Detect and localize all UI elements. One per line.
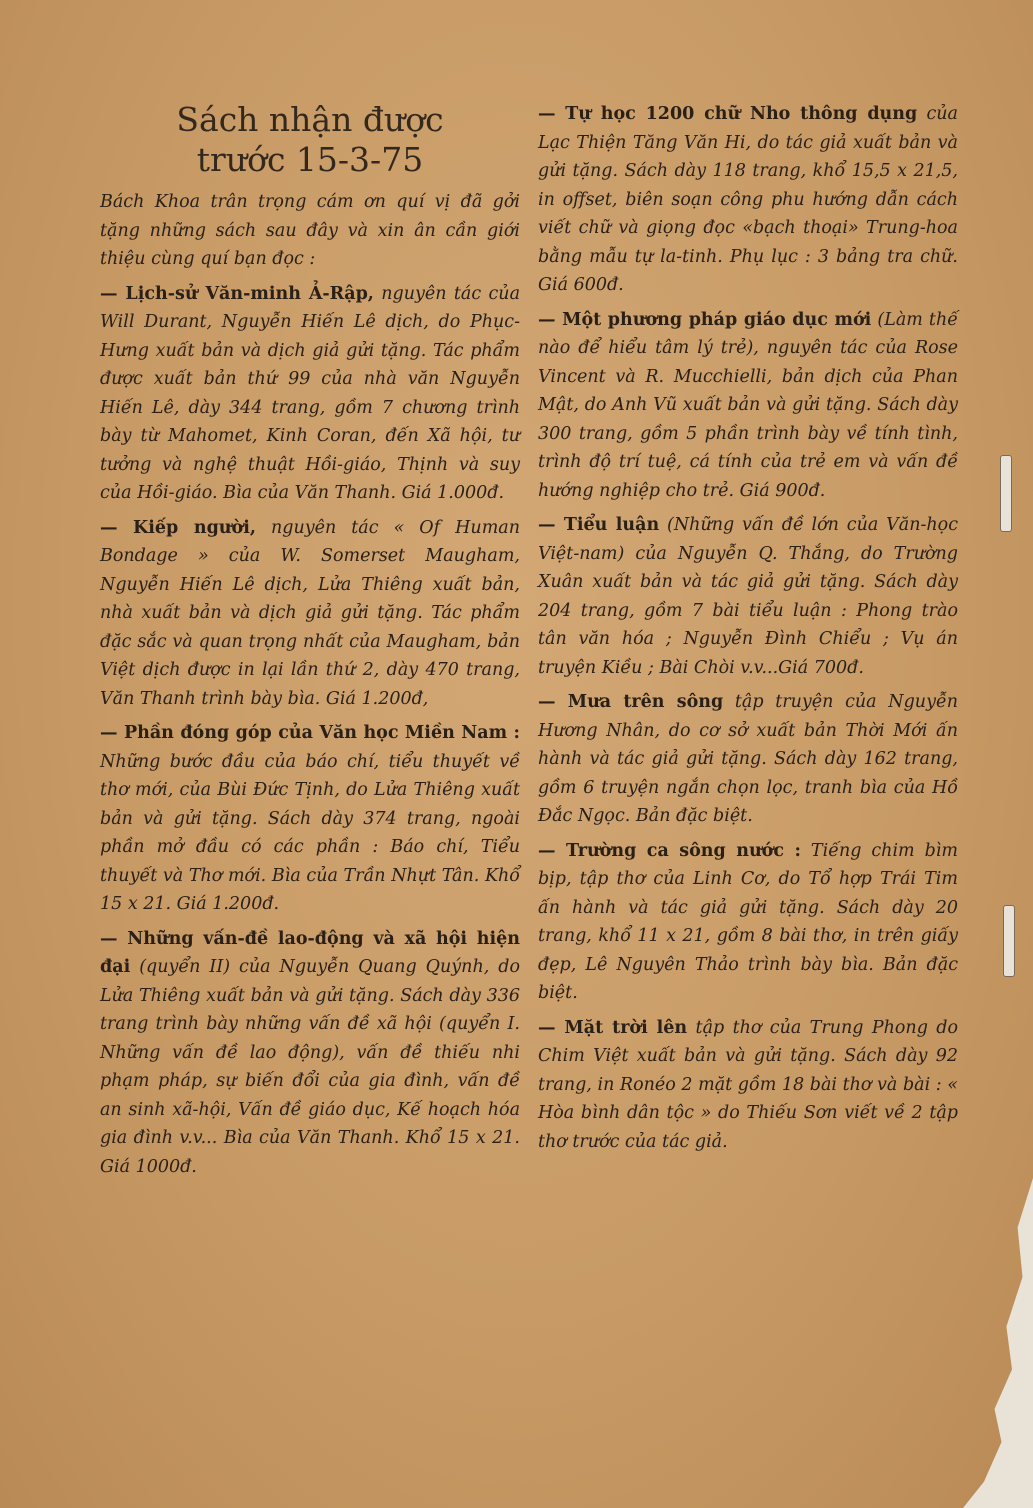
- book-title: — Mặt trời lên: [538, 1017, 688, 1038]
- book-description: (Những vấn đề lớn của Văn-học Việt-nam) của Nguyễn Q. Thắng, do Trường Xuân xuất bản và tác giả gửi tặng. Sách dày 204 trang, gồm 7 bài tiểu luận : Phong trào tân văn hóa ; Nguyễn Đình Chiểu ; Vụ án truyện Kiều ; Bài Chòi v.v...Giá 700đ.: [538, 515, 958, 678]
- book-entry: [538, 100, 958, 300]
- page-title: [100, 100, 520, 180]
- book-description: tập thơ của Trung Phong do Chim Việt xuất bản và gửi tặng. Sách dày 92 trang, in Ronéo 2 mặt gồm 18 bài thơ và bài : « Hòa bình dân tộc » do Thiếu Sơn viết về 2 tập thơ trước của tác giả.: [538, 1017, 959, 1152]
- left-column: [100, 100, 520, 1187]
- book-description: Tiếng chim bìm bịp, tập thơ của Linh Cơ, do Tổ hợp Trái Tim ấn hành và tác giả gửi tặng. Sách dày 20 trang, khổ 11 x 21, gồm 8 bài thơ, in trên giấy đẹp, Lê Nguyên Thảo trình bày bìa. Bản đặc biệt.: [538, 840, 958, 1003]
- book-title: — Tự học 1200 chữ Nho thông dụng: [538, 104, 918, 124]
- book-entry: [100, 280, 520, 508]
- book-description: Những bước đầu của báo chí, tiểu thuyết về thơ mới, của Bùi Đức Tịnh, do Lửa Thiêng xuất bản và gửi tặng. Sách dày 374 trang, ngoài phần mở đầu có các phần : Báo chí, Tiểu thuyết và Thơ mới. Bìa của Trần Nhựt Tân. Khổ 15 x 21. Giá 1.200đ.: [100, 751, 520, 914]
- book-title: — Tiểu luận: [538, 515, 660, 535]
- book-description: (Làm thế nào để hiểu tâm lý trẻ), nguyên tác của Rose Vincent và R. Mucchielli, bản dịch của Phan Mật, do Anh Vũ xuất bản và gửi tặng. Sách dày 300 trang, gồm 5 phần trình bày về tính tình, trình độ trí tuệ, cá tính của trẻ em và vấn đề hướng nghiệp cho trẻ. Giá 900đ.: [538, 309, 958, 501]
- title-line-2: trước 15-3-75: [196, 140, 424, 179]
- book-title: — Trường ca sông nước :: [538, 840, 801, 861]
- book-entry: [100, 925, 520, 1182]
- book-entry: [538, 306, 958, 506]
- book-entry: [538, 837, 958, 1008]
- book-entry: [100, 719, 520, 919]
- book-description: của Lạc Thiện Tăng Văn Hi, do tác giả xuất bản và gửi tặng. Sách dày 118 trang, khổ 15,5 x 21,5, in offset, biên soạn công phu hướng dẫn cách viết chữ và giọng đọc «bạch thoại» Trung-hoa bằng mẫu tự la-tinh. Phụ lục : 3 bảng tra chữ. Giá 600đ.: [538, 104, 958, 295]
- book-entry: [538, 511, 958, 682]
- book-title: — Kiếp người,: [100, 517, 256, 538]
- torn-paper-corner: [963, 1178, 1033, 1508]
- right-column: [538, 100, 958, 1162]
- book-title: — Một phương pháp giáo dục mới: [538, 309, 872, 330]
- title-line-1: Sách nhận được: [176, 100, 444, 139]
- book-entry: [100, 514, 520, 714]
- book-description: nguyên tác của Will Durant, Nguyễn Hiến Lê dịch, do Phục-Hưng xuất bản và dịch giả gửi tặng. Tác phẩm được xuất bản thứ 99 của nhà văn Nguyễn Hiến Lê, dày 344 trang, gồm 7 chương trình bày từ Mahomet, Kinh Coran, đến Xã hội, tư tưởng và nghệ thuật Hồi-giáo, Thịnh và suy của Hồi-giáo. Bìa của Văn Thanh. Giá 1.000đ.: [100, 283, 521, 503]
- book-title: — Những vấn-đề lao-động và xã hội hiện đại: [100, 928, 520, 977]
- staple-bottom: [1003, 905, 1015, 977]
- book-title: — Mưa trên sông: [538, 692, 724, 712]
- intro-paragraph: Bách Khoa trân trọng cám ơn quí vị đã gởi tặng những sách sau đây và xin ân cần giới thiệu cùng quí bạn đọc :: [100, 192, 520, 269]
- book-title: — Lịch-sử Văn-minh Ả-Rập,: [100, 283, 374, 304]
- book-description: tập truyện của Nguyễn Hương Nhân, do cơ sở xuất bản Thời Mới ấn hành và tác giả gửi tặng. Sách dày 162 trang, gồm 6 truyện ngắn chọn lọc, tranh bìa của Hồ Đắc Ngọc. Bản đặc biệt.: [538, 692, 958, 826]
- book-description: nguyên tác « Of Human Bondage » của W. Somerset Maugham, Nguyễn Hiến Lê dịch, Lửa Thiêng xuất bản, nhà xuất bản và dịch giả gửi tặng. Tác phẩm đặc sắc và quan trọng nhất của Maugham, bản Việt dịch được in lại lần thứ 2, dày 470 trang, Văn Thanh trình bày bìa. Giá 1.200đ,: [100, 517, 520, 709]
- book-description: (quyển II) của Nguyễn Quang Quýnh, do Lửa Thiêng xuất bản và gửi tặng. Sách dày 336 trang trình bày những vấn đề xã hội (quyển I. Những vấn đề lao động), vấn đề thiếu nhi phạm pháp, sự biến đổi của gia đình, vấn đề an sinh xã-hội, Vấn đề giáo dục, Kế hoạch hóa gia đình v.v... Bìa của Văn Thanh. Khổ 15 x 21. Giá 1000đ.: [100, 957, 520, 1177]
- book-entry: [538, 1014, 958, 1157]
- book-entry: [538, 688, 958, 831]
- staple-top: [1000, 455, 1012, 532]
- book-title: — Phần đóng góp của Văn học Miền Nam :: [100, 723, 520, 743]
